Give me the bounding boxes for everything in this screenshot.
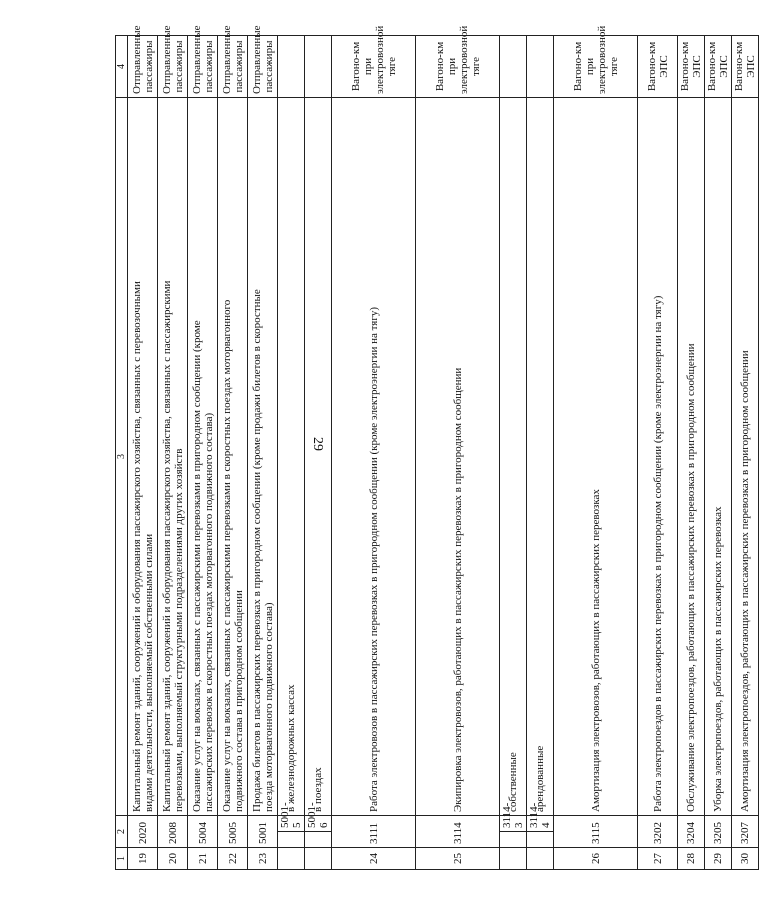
table-row bbox=[527, 36, 554, 870]
row-number: 19 bbox=[128, 848, 158, 870]
table-row bbox=[705, 36, 732, 870]
description-line: перевозками, выполняемый структурными подразделениями других хозяйств bbox=[172, 448, 185, 812]
row-code-empty bbox=[278, 832, 305, 848]
table-row bbox=[305, 36, 332, 870]
unit-line: электровозной тяге bbox=[457, 25, 482, 94]
row-unit bbox=[554, 25, 638, 98]
unit-line: Вагоно-км ЭПС bbox=[645, 41, 670, 92]
description-line: арендованные bbox=[534, 745, 546, 812]
table-header-row bbox=[116, 36, 128, 870]
row-code: 3205 bbox=[705, 816, 732, 848]
description-line: пассажирских перевозок в скоростных поездах моторвагонного подвижного состава) bbox=[202, 412, 215, 812]
table-row bbox=[554, 36, 638, 870]
row-description bbox=[248, 98, 278, 816]
row-description bbox=[705, 98, 732, 816]
row-code-empty bbox=[305, 832, 332, 848]
table-row bbox=[248, 36, 278, 870]
row-code: 3115 bbox=[554, 816, 638, 848]
header-col-1: 1 bbox=[116, 848, 128, 870]
row-code: 5001 bbox=[248, 816, 278, 848]
description-line: Оказание услуг на вокзалах, связанных с пассажирскими перевозками в пригородном сообщении (кроме bbox=[190, 320, 203, 812]
unit-line: электровозной тяге bbox=[373, 25, 398, 94]
row-unit bbox=[128, 25, 158, 98]
description-line: собственные bbox=[507, 752, 519, 812]
unit-line: пассажиры bbox=[142, 40, 155, 93]
unit-line: пассажиры bbox=[232, 40, 245, 93]
row-unit bbox=[638, 36, 678, 98]
row-description bbox=[554, 98, 638, 816]
unit-line: пассажиры bbox=[172, 40, 185, 93]
row-description bbox=[158, 98, 188, 816]
row-code: 5005 bbox=[218, 816, 248, 848]
row-number: 25 bbox=[416, 848, 500, 870]
table-row bbox=[678, 36, 705, 870]
description-line: Работа электропоездов в пассажирских перевозках в пригородном сообщении (кроме электроэнергии на тягу) bbox=[651, 295, 664, 812]
description-line: Амортизация электропоездов, работающих в пассажирских перевозках в пригородном сообщении bbox=[739, 350, 751, 812]
row-code: 3207 bbox=[732, 816, 759, 848]
row-unit bbox=[278, 36, 305, 98]
description-line: подвижного состава в пригородном сообщении bbox=[232, 590, 245, 812]
row-subcode: 5001-6 bbox=[305, 816, 332, 832]
row-unit bbox=[248, 25, 278, 98]
row-number bbox=[278, 848, 305, 870]
row-unit bbox=[732, 36, 759, 98]
row-code-empty bbox=[527, 832, 554, 848]
description-line: Обслуживание электропоездов, работающих в пассажирских перевозках в пригородном сообщении bbox=[685, 343, 697, 812]
row-description bbox=[332, 98, 416, 816]
description-line: Капитальный ремонт зданий, сооружений и оборудования пассажирского хозяйства, связанных с перевозочными bbox=[130, 281, 143, 812]
row-description bbox=[527, 98, 554, 816]
row-description bbox=[638, 98, 678, 816]
row-description bbox=[500, 98, 527, 816]
cost-items-table bbox=[115, 25, 759, 870]
row-description bbox=[128, 98, 158, 816]
row-subcode: 5001-5 bbox=[278, 816, 305, 832]
unit-line: Отправленные bbox=[220, 25, 233, 94]
row-code: 2008 bbox=[158, 816, 188, 848]
row-unit bbox=[527, 36, 554, 98]
table-row bbox=[188, 36, 218, 870]
description-line: поезда моторвагонного подвижного состава) bbox=[262, 602, 275, 812]
table-row bbox=[638, 36, 678, 870]
table-row bbox=[416, 36, 500, 870]
row-unit bbox=[332, 25, 416, 98]
row-number: 21 bbox=[188, 848, 218, 870]
description-line: Экипировка электровозов, работающих в пассажирских перевозках в пригородном сообщении bbox=[451, 367, 464, 812]
table-row bbox=[278, 36, 305, 870]
table-row bbox=[218, 36, 248, 870]
row-unit bbox=[705, 36, 732, 98]
rotated-table-wrapper bbox=[115, 25, 757, 870]
unit-line: Вагоно-км при bbox=[571, 41, 596, 92]
row-description bbox=[416, 98, 500, 816]
row-number bbox=[500, 848, 527, 870]
row-unit bbox=[416, 25, 500, 98]
description-line: Амортизация электровозов, работающих в пассажирских перевозках bbox=[589, 489, 602, 812]
row-code: 3114 bbox=[416, 816, 500, 848]
row-number: 28 bbox=[678, 848, 705, 870]
unit-line: Отправленные bbox=[190, 25, 203, 94]
description-line: Уборка электропоездов, работающих в пассажирских перевозках bbox=[712, 506, 724, 812]
table-row bbox=[332, 36, 416, 870]
row-number: 23 bbox=[248, 848, 278, 870]
row-unit bbox=[218, 25, 248, 98]
description-line: Продажа билетов в пассажирских перевозках в пригородном сообщении (кроме продажи билетов в скоростные bbox=[250, 289, 263, 812]
row-number: 20 bbox=[158, 848, 188, 870]
row-description bbox=[278, 98, 305, 816]
row-number bbox=[527, 848, 554, 870]
row-subcode: 3114-3 bbox=[500, 816, 527, 832]
row-code: 5004 bbox=[188, 816, 218, 848]
row-code: 2020 bbox=[128, 816, 158, 848]
unit-line: Вагоно-км ЭПС bbox=[733, 41, 757, 92]
unit-line: Вагоно-км ЭПС bbox=[706, 41, 730, 92]
row-code: 3202 bbox=[638, 816, 678, 848]
row-number: 22 bbox=[218, 848, 248, 870]
description-line: Капитальный ремонт зданий, сооружений и оборудования пассажирского хозяйства, связанных с пассажирскими bbox=[160, 280, 173, 812]
row-code-empty bbox=[500, 832, 527, 848]
row-unit bbox=[158, 25, 188, 98]
description-line: Оказание услуг на вокзалах, связанных с пассажирскими перевозками в скоростных поездах моторвагонного bbox=[220, 299, 233, 812]
row-unit bbox=[500, 36, 527, 98]
row-number: 26 bbox=[554, 848, 638, 870]
description-line: в поездах bbox=[312, 767, 324, 812]
unit-line: Вагоно-км при bbox=[349, 41, 374, 92]
header-col-2: 2 bbox=[116, 816, 128, 848]
description-line: Работа электровозов в пассажирских перевозках в пригородном сообщении (кроме электроэнергии на тягу) bbox=[367, 306, 380, 812]
row-description bbox=[188, 98, 218, 816]
row-number: 24 bbox=[332, 848, 416, 870]
row-description bbox=[678, 98, 705, 816]
row-number bbox=[305, 848, 332, 870]
description-line: в железнодорожных кассах bbox=[285, 684, 297, 812]
header-col-4: 4 bbox=[116, 36, 128, 98]
unit-line: пассажиры bbox=[262, 40, 275, 93]
unit-line: Отправленные bbox=[250, 25, 263, 94]
unit-line: электровозной тяге bbox=[595, 25, 620, 94]
row-unit bbox=[188, 25, 218, 98]
table-row bbox=[158, 36, 188, 870]
row-description bbox=[732, 98, 759, 816]
table-row bbox=[128, 36, 158, 870]
unit-line: Вагоно-км при bbox=[433, 41, 458, 92]
row-number: 29 bbox=[705, 848, 732, 870]
unit-line: Отправленные bbox=[130, 25, 143, 94]
row-unit bbox=[678, 36, 705, 98]
row-number: 30 bbox=[732, 848, 759, 870]
unit-line: Отправленные bbox=[160, 25, 173, 94]
row-subcode: 3114-4 bbox=[527, 816, 554, 832]
table-row bbox=[500, 36, 527, 870]
table-row bbox=[732, 36, 759, 870]
header-col-3: 3 bbox=[116, 98, 128, 816]
row-number: 27 bbox=[638, 848, 678, 870]
row-unit bbox=[305, 36, 332, 98]
row-code: 3111 bbox=[332, 816, 416, 848]
row-code: 3204 bbox=[678, 816, 705, 848]
unit-line: Вагоно-км ЭПС bbox=[679, 41, 703, 92]
row-description bbox=[305, 98, 332, 816]
unit-line: пассажиры bbox=[202, 40, 215, 93]
row-description bbox=[218, 98, 248, 816]
description-line: видами деятельности, выполняемый собственными силами bbox=[142, 533, 155, 812]
page-number: 29 bbox=[310, 437, 325, 451]
